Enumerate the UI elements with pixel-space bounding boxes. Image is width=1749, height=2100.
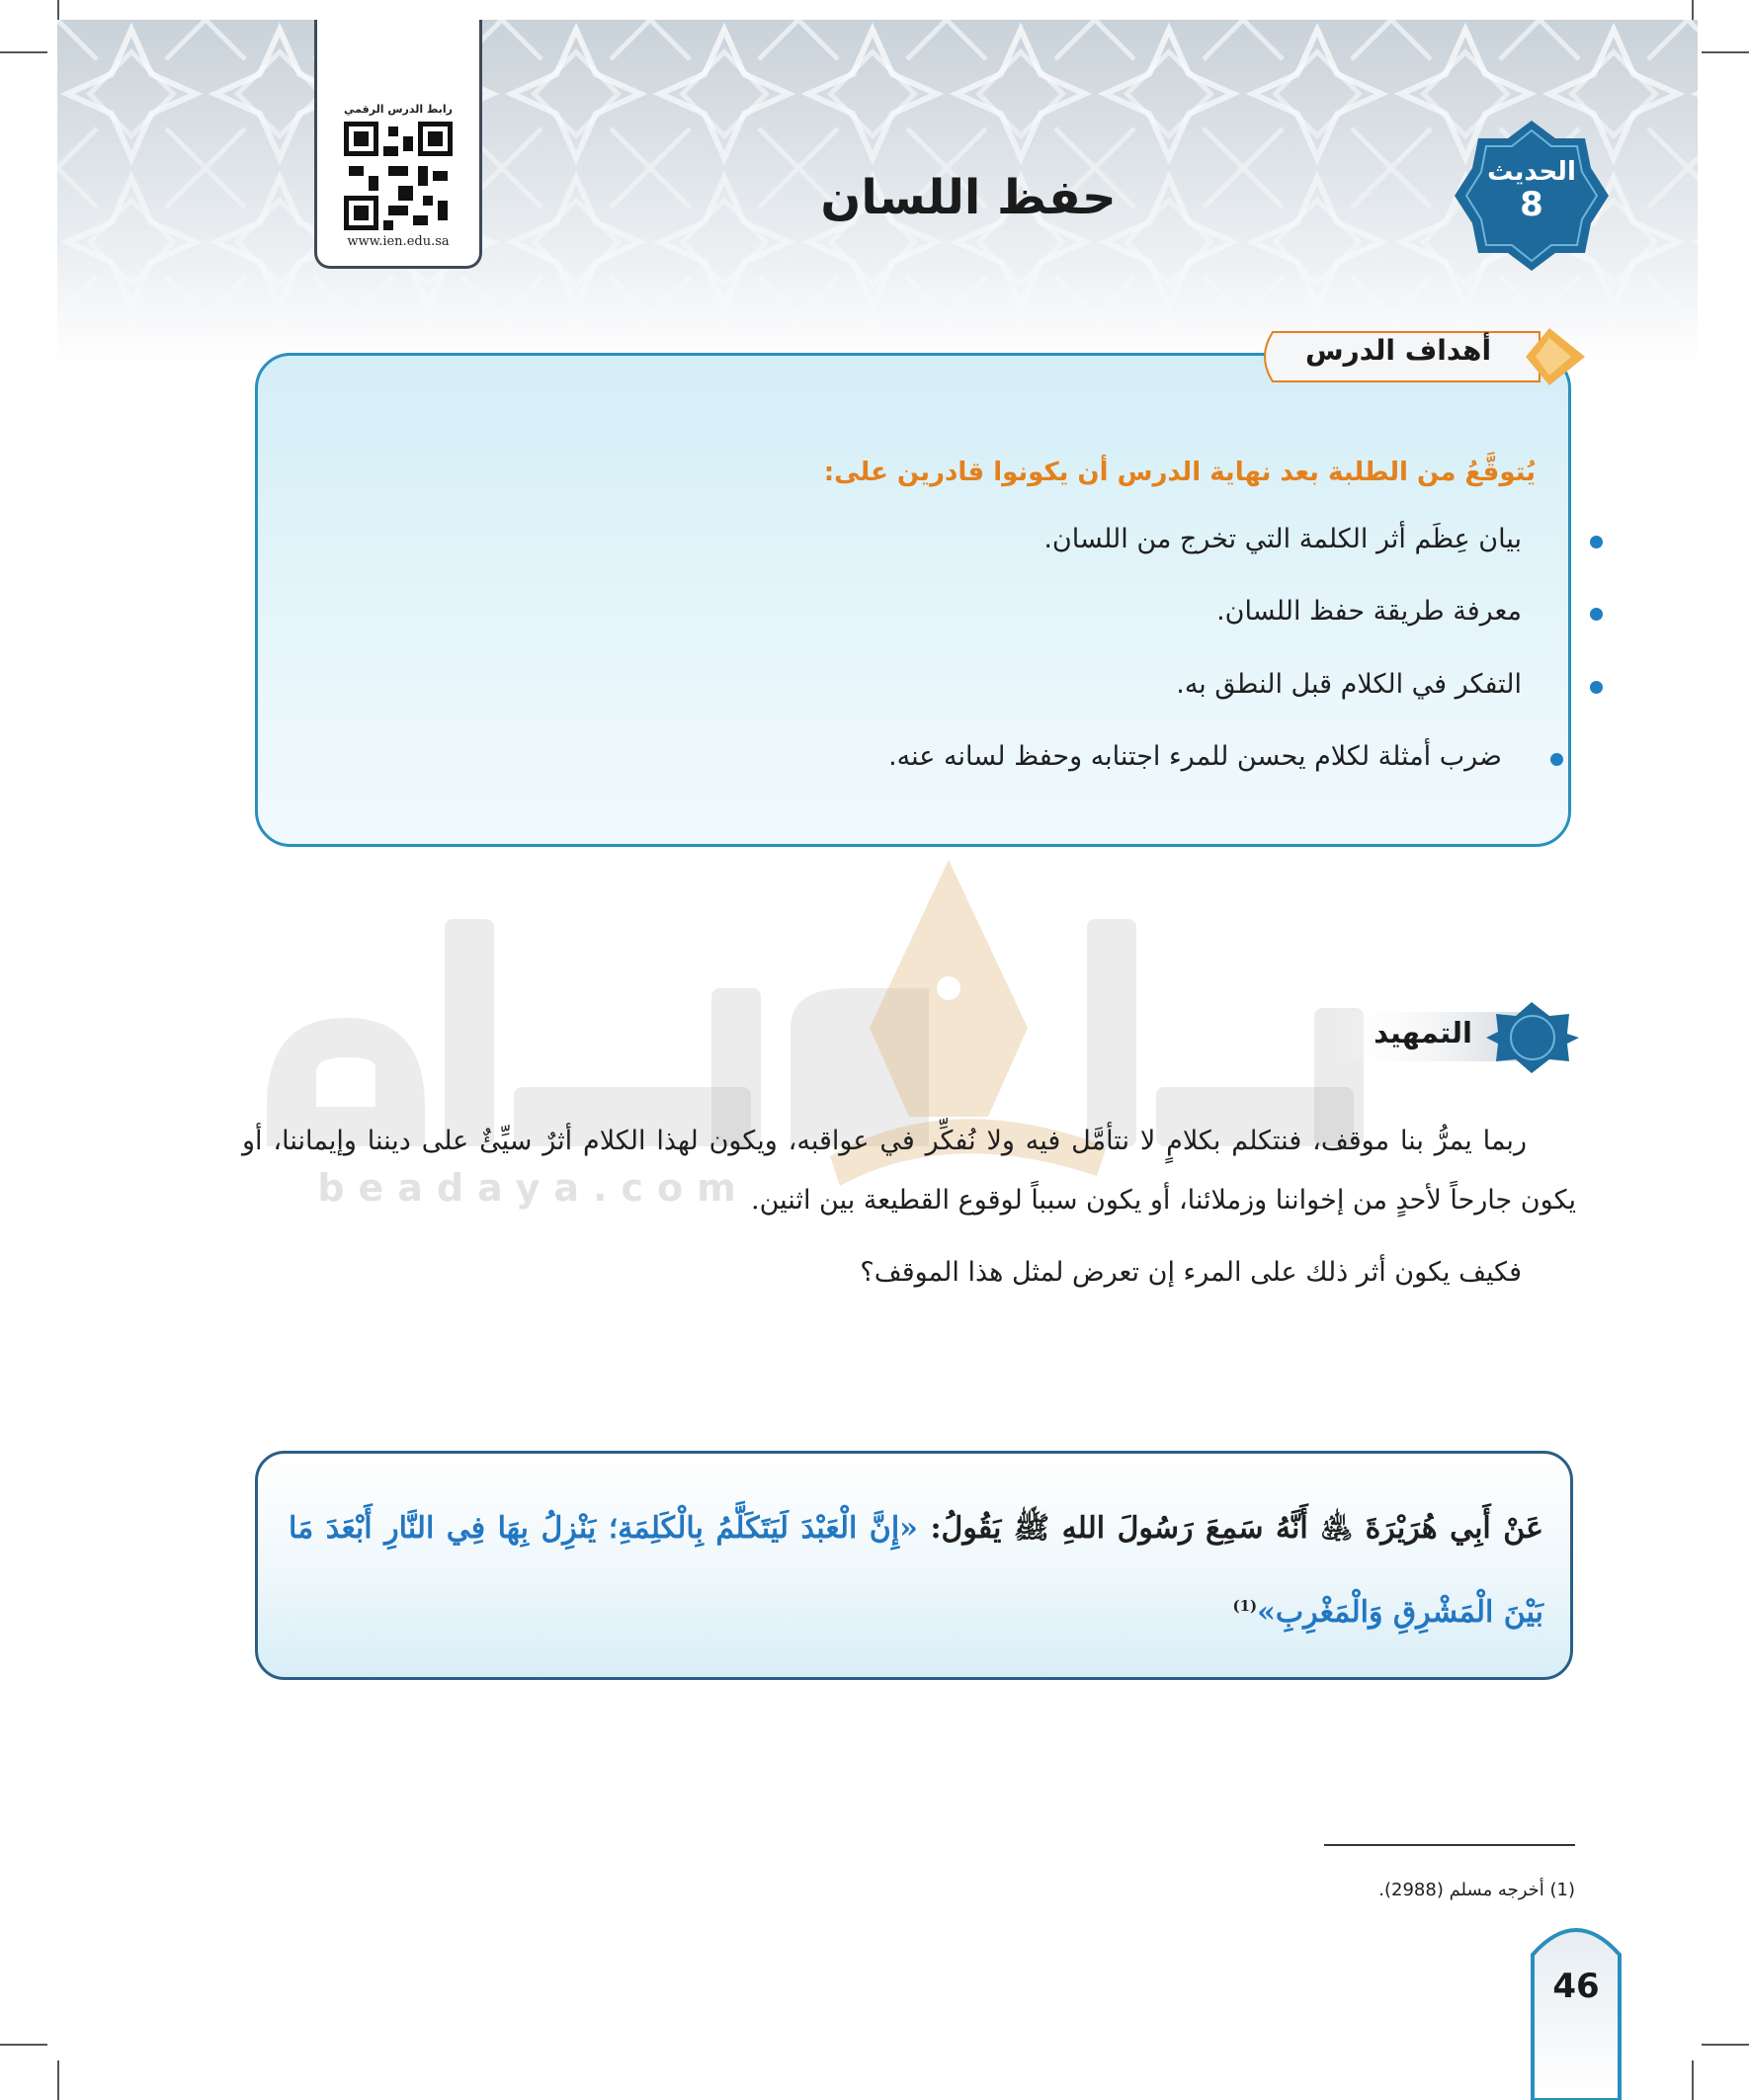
crop-mark — [0, 2044, 47, 2046]
objective-text: ضرب أمثلة لكلام يحسن للمرء اجتنابه وحفظ لسانه عنه. — [888, 741, 1502, 772]
crop-mark — [1692, 2060, 1694, 2100]
footnote-text: (1) أخرجه مسلم (2988). — [1378, 1880, 1575, 1900]
page-number: 46 — [1552, 1967, 1600, 2006]
crop-mark — [1702, 2044, 1749, 2046]
bullet-icon — [1590, 536, 1603, 548]
objectives-intro: يُتوقَّعُ من الطلبة بعد نهاية الدرس أن يكونوا قادرين على: — [823, 458, 1536, 487]
objectives-heading: أهداف الدرس — [1304, 334, 1492, 367]
qr-code-icon[interactable] — [344, 122, 453, 230]
footnote-divider — [1324, 1844, 1575, 1846]
intro-heading: التمهيد — [1374, 1016, 1472, 1050]
objective-item — [1043, 524, 1522, 554]
bullet-icon — [1590, 608, 1603, 621]
objective-text: التفكر في الكلام قبل النطق به. — [1176, 669, 1522, 700]
crop-mark — [57, 2060, 59, 2100]
objective-item — [1176, 669, 1522, 700]
crop-mark — [0, 51, 47, 53]
page-number-tab-graphic — [1529, 1915, 1624, 2100]
intro-paragraph: ربما يمرُّ بنا موقف، فنتكلم بكلامٍ لا نتأمَّل فيه ولا نُفكِّر في عواقبه، ويكون لهذا الكلام أثرٌ سيِّئٌ على ديننا وإيماننا، أو يكون جارحاً لأحدٍ من إخواننا وزملائنا، أو يكون سبباً لوقوع القطيعة بين اثنين. — [242, 1126, 1576, 1216]
hadith-text — [289, 1490, 1543, 1651]
bullet-icon — [1550, 753, 1563, 766]
footnote-marker: (1) — [1232, 1597, 1258, 1615]
qr-url: www.ien.edu.sa — [347, 234, 450, 249]
objective-text: بيان عِظَم أثر الكلمة التي تخرج من اللسان. — [1043, 524, 1522, 554]
watermark-url: beadaya.com — [317, 1166, 750, 1210]
intro-question: فكيف يكون أثر ذلك على المرء إن تعرض لمثل هذا الموقف؟ — [860, 1257, 1522, 1288]
hadith-number-badge — [1453, 158, 1611, 223]
qr-code-card[interactable] — [314, 20, 482, 269]
badge-label: الحديث — [1487, 157, 1576, 187]
objective-text: معرفة طريقة حفظ اللسان. — [1216, 596, 1522, 627]
hadith-narration: عَنْ أَبِي هُرَيْرَةَ ﵁ أَنَّهُ سَمِعَ رَسُولَ اللهِ ﷺ يَقُولُ: — [917, 1511, 1544, 1546]
objective-item — [888, 741, 1502, 772]
crop-mark — [1702, 51, 1749, 53]
page-title: حفظ اللسان — [820, 170, 1117, 225]
badge-number: 8 — [1520, 184, 1543, 224]
objective-item — [1216, 596, 1522, 627]
qr-caption: رابط الدرس الرقمي — [344, 103, 453, 116]
bullet-icon — [1590, 681, 1603, 694]
hadith-quote: «إِنَّ الْعَبْدَ لَيَتَكَلَّمُ بِالْكَلِمَةِ؛ يَنْزِلُ بِهَا فِي النَّارِ أَبْعَدَ مَا بَيْنَ الْمَشْرِقِ وَالْمَغْرِبِ» — [289, 1511, 1543, 1630]
